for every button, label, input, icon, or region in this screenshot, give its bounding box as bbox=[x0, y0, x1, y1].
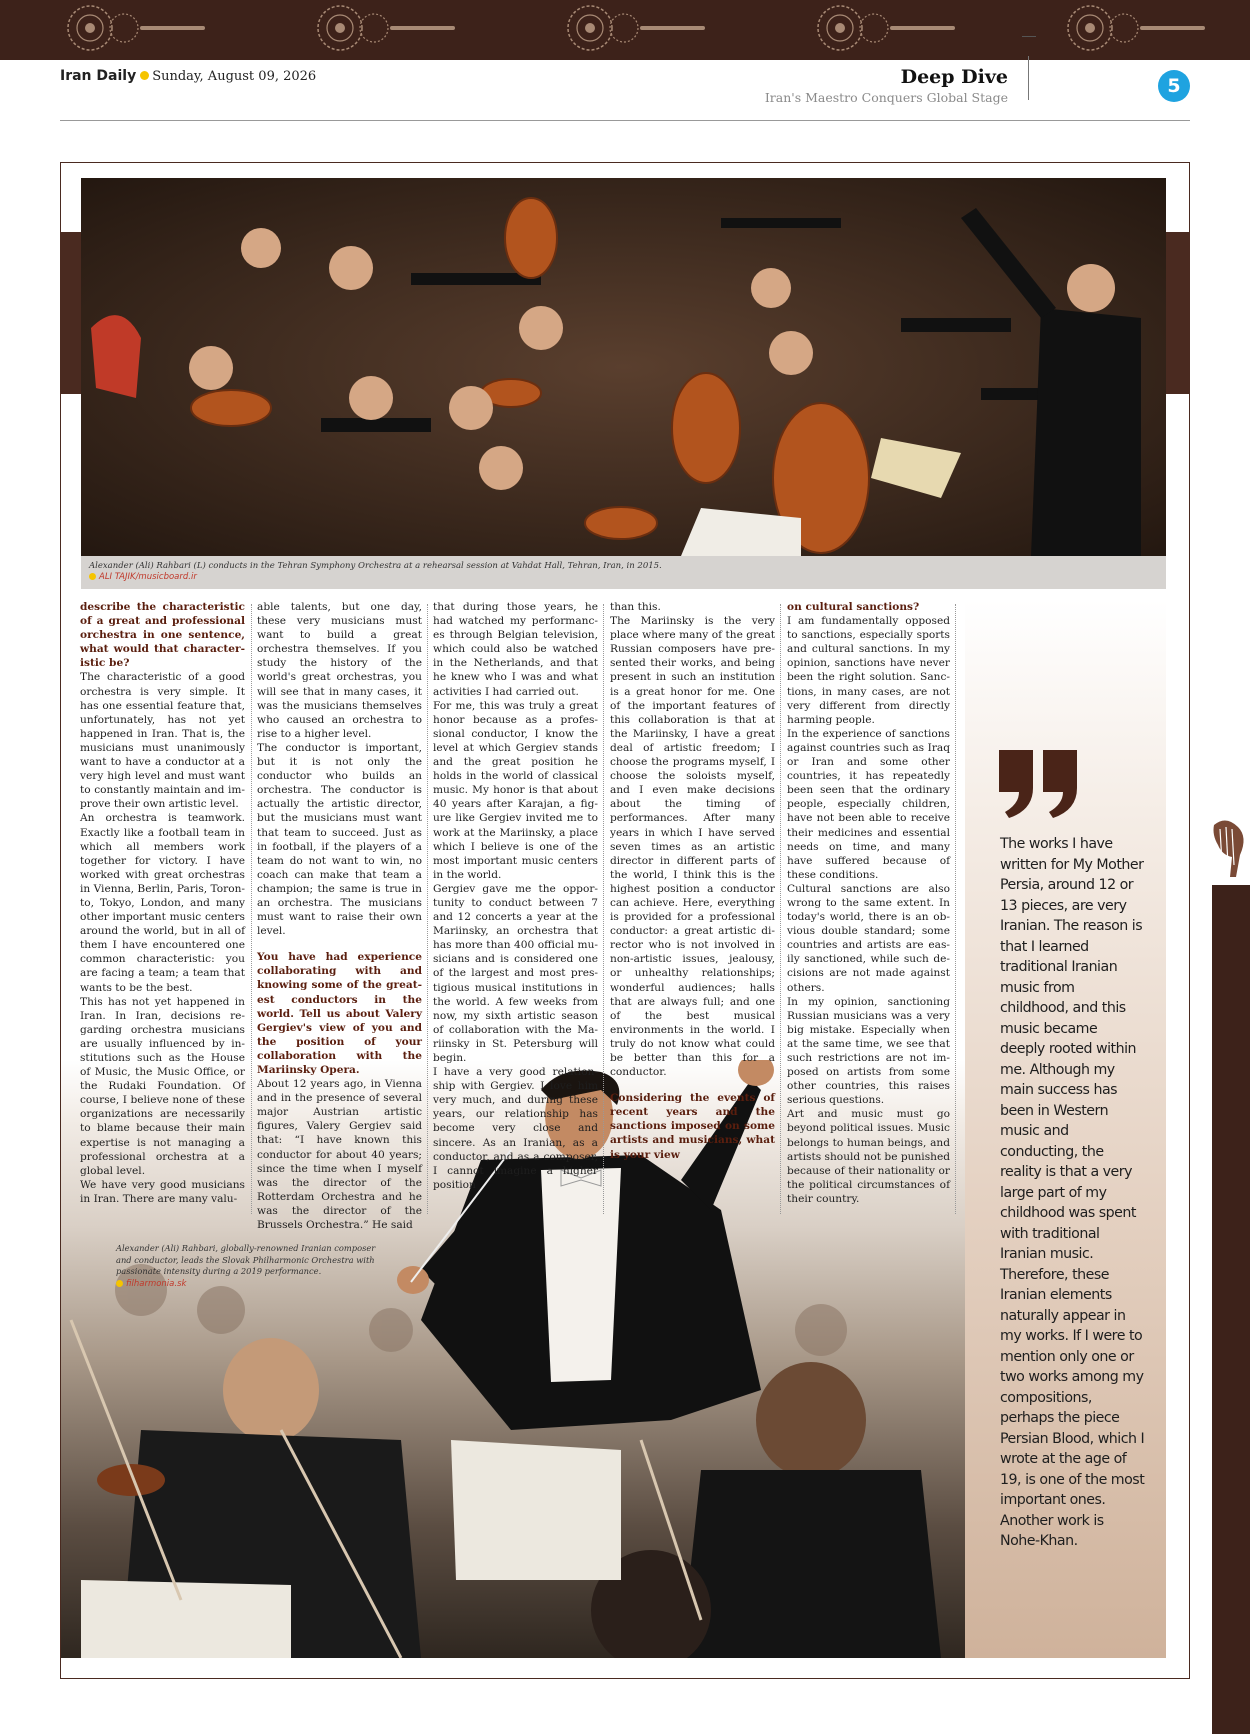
column-separator bbox=[780, 604, 781, 1214]
photo2-caption-box bbox=[116, 1243, 386, 1290]
photo1-credit-text: ALI TAJIK/musicboard.ir bbox=[99, 572, 197, 582]
article-paragraph: that during those years, he had watched my performances through Belgian television, which could also be watched in the Netherlands, and that he knew who I was and what activities I had carried out. bbox=[433, 601, 598, 698]
article-paragraph: In the experience of sanctions against countries such as Iraq or Iran and some other countries, it has repeatedly been seen that the ordinary people, especially children, have not been able to receive their medicines and essential needs on time, and many have suffered because of these conditions. bbox=[787, 727, 950, 881]
quote-mark-icon bbox=[997, 748, 1081, 820]
interview-question: describe the characteristic of a great and professional orchestra in one sentence, what would that characteristic be? bbox=[80, 601, 245, 670]
article-column-5 bbox=[787, 600, 950, 1206]
interview-question: You have had experience collaborating with and knowing some of the greatest conductors in the world. Tell us about Valery Gergiev's view of you and the position of your collaboration with the Mariinsky Opera. bbox=[257, 951, 422, 1076]
photo1-caption: Alexander (Ali) Rahbari (L) conducts in the Tehran Symphony Orchestra at a rehearsal session at Vahdat Hall, Tehran, Iran, in 2015. bbox=[89, 561, 662, 571]
interview-question: Considering the events of recent years and the sanctions imposed on some artists and musicians, what is your view bbox=[610, 1092, 775, 1161]
right-accent-band bbox=[1166, 232, 1190, 394]
column-separator bbox=[251, 604, 252, 1214]
rehearsal-photo bbox=[81, 178, 1166, 556]
article-paragraph: The characteristic of a good orchestra is very simple. It has one essential feature that, unfortunately, has not yet happened in Iran. That is, the musicians must unanimously want to have a conductor at a very high level and must want to constantly maintain and improve their own artistic level. bbox=[80, 671, 245, 811]
bullet-dot-icon bbox=[116, 1280, 123, 1287]
photo2-credit bbox=[116, 1279, 386, 1291]
article-paragraph: than this. bbox=[610, 601, 661, 613]
article-paragraph: In my opinion, sanctioning Russian musicians was a very big mistake. Especially when at the same time, we see that such restrictions are not imposed on artists from some other countries, this raises serious questions. bbox=[787, 995, 950, 1107]
article-paragraph: I am fundamentally opposed to sanctions, especially sports and cultural sanctions. In my opinion, sanctions have never been the right solution. Sanctions, in many cases, are not very different from directly harming people. bbox=[787, 615, 950, 726]
article-column-1 bbox=[80, 600, 245, 1206]
masthead bbox=[60, 68, 316, 84]
article-column-3 bbox=[433, 600, 598, 1192]
article-paragraph: Gergiev gave me the opportunity to conduct between 7 and 12 concerts a year at the Mariinsky, an orchestra that has more than 400 official musicians and is considered one of the largest and most prestigious musical institutions in the world. A few weeks from now, my sixth artistic season of collaboration with the Mariinsky in St. Petersburg will begin. bbox=[433, 882, 598, 1064]
article-column-4 bbox=[610, 600, 775, 1162]
section-subtitle: Iran's Maestro Conquers Global Stage bbox=[764, 90, 1008, 105]
article-paragraph: About 12 years ago, in Vienna and in the presence of several major Austrian artistic figures, Valery Gergiev said that: “I have known this conductor for about 40 years; since the time when I myself was the director of the Rotterdam Orchestra and he was the director of the Brussels Orchestra.” He said bbox=[257, 1078, 422, 1232]
article-paragraph: We have very good musicians in Iran. There are many valu- bbox=[80, 1178, 245, 1205]
article-paragraph: For me, this was truly a great honor because as a professional conductor, I know the level at which Gergiev stands and the great position he holds in the world of classical music. My honor is that about 40 years after Karajan, a figure like Gergiev invited me to work at the Mariinsky, a place which I believe is one of the most important music centers in the world. bbox=[433, 699, 598, 881]
bullet-dot-icon bbox=[140, 71, 149, 80]
article-paragraph: This has not yet happened in Iran. In Iran, decisions regarding orchestra musicians are usually influenced by institutions such as the House of Music, the Music Office, or the Rudaki Foundation. Of course, I believe none of these organizations are necessarily to blame because their main expertise is not managing a professional orchestra at a global level. bbox=[80, 995, 245, 1177]
top-banner bbox=[0, 0, 1250, 60]
instrument-ornament-icon bbox=[1208, 815, 1250, 879]
bullet-dot-icon bbox=[89, 573, 96, 580]
article-paragraph: The Mariinsky is the very place where many of the great Russian composers have presented their works, and being present in such an institution is a great honor for me. One of the important features of this collaboration is that at the Mariinsky, I have a great deal of artistic freedom; I choose the programs myself, I choose the soloists myself, and I even make decisions about the timing of performances. After many years in which I have served seven times as an artistic director in different parts of the world, I think this is the highest position a conductor can achieve. Here, everything is provided for a professional conductor: a great artistic director who is not involved in non-artistic issues, jealousy, or unhealthy relationships; wonderful audiences; halls that are always full; and one of the best musical environments in the world. I truly do not know what could be better than this for a conductor. bbox=[610, 615, 775, 1079]
article-paragraph: Art and music must go beyond political issues. Music belongs to human beings, and artists should not be punished because of their nationality or the political circumstances of their country. bbox=[787, 1108, 950, 1205]
interview-question: on cultural sanctions? bbox=[787, 601, 920, 613]
header-rule bbox=[60, 120, 1190, 121]
article-column-2 bbox=[257, 600, 422, 1232]
column-separator bbox=[955, 604, 956, 1214]
article-paragraph: An orchestra is teamwork. Exactly like a football team in which all members work together for victory. I have worked with great orchestras in Vienna, Berlin, Paris, Toronto, Tokyo, London, and many other important music centers around the world, but in all of them I have encountered one common characteristic: you are facing a team; a team that wants to be the best. bbox=[80, 812, 245, 994]
photo1-credit bbox=[89, 572, 1158, 582]
photo2-credit-text: filharmonia.sk bbox=[126, 1278, 187, 1289]
article-paragraph: Cultural sanctions are also wrong to the same extent. In today's world, there is an obvious double standard; some countries and artists are easily sanctioned, while such decisions are not made against others. bbox=[787, 882, 950, 994]
article-paragraph: The conductor is important, but it is not only the conductor who builds an orchestra. The conductor is actually the artistic director, but the musicians must want that team to succeed. Just as in football, if the players of a team do not want to win, no coach can make that team a champion; the same is true in an orchestra. The musicians must want to raise their own level. bbox=[257, 741, 422, 938]
photo1-caption-box bbox=[81, 556, 1166, 589]
paper-name: Iran Daily bbox=[60, 68, 137, 84]
paragraph-gap bbox=[610, 1079, 775, 1091]
pull-quote-text: The works I have written for My Mother Persia, around 12 or 13 pieces, are very Iranian. The reason is that I learned traditional Iranian music from childhood, and this music became deeply rooted within me. Although my main success has been in Western music and conducting, the reality is that a very large part of my childhood was spent with traditional Iranian music. Therefore, these Iranian elements naturally appear in my works. If I were to mention only one or two works among my compositions, perhaps the piece Persian Blood, which I wrote at the age of 19, is one of the most important ones. Another work is Nohe-Khan. bbox=[1000, 836, 1145, 1549]
header-divider bbox=[1028, 56, 1029, 100]
right-margin-strip bbox=[1212, 885, 1250, 1734]
article-paragraph: I have a very good relationship with Gergiev. I love him very much, and during these years, our relationship has become very close and sincere. As an Iranian, as a conductor, and as a composer, I cannot imagine a higher position bbox=[433, 1066, 598, 1191]
column-separator bbox=[427, 604, 428, 1214]
column-separator bbox=[603, 604, 604, 1214]
section-title: Deep Dive bbox=[900, 66, 1008, 88]
paragraph-gap bbox=[257, 938, 422, 950]
page-number-badge: 5 bbox=[1158, 70, 1190, 102]
crop-mark bbox=[1022, 36, 1036, 37]
issue-date: Sunday, August 09, 2026 bbox=[152, 69, 317, 84]
article-paragraph: able talents, but one day, these very musicians must want to build a great orchestra themselves. If you study the history of the world's great orchestras, you will see that in many cases, it was the musicians themselves who caused an orchestra to rise to a higher level. bbox=[257, 601, 422, 740]
photo2-caption: Alexander (Ali) Rahbari, globally-renowned Iranian composer and conductor, leads the Slovak Philharmonic Orchestra with passionate intensity during a 2019 performance. bbox=[116, 1243, 376, 1276]
left-accent-band bbox=[61, 232, 81, 394]
banner-ornament-icon bbox=[0, 0, 1250, 60]
